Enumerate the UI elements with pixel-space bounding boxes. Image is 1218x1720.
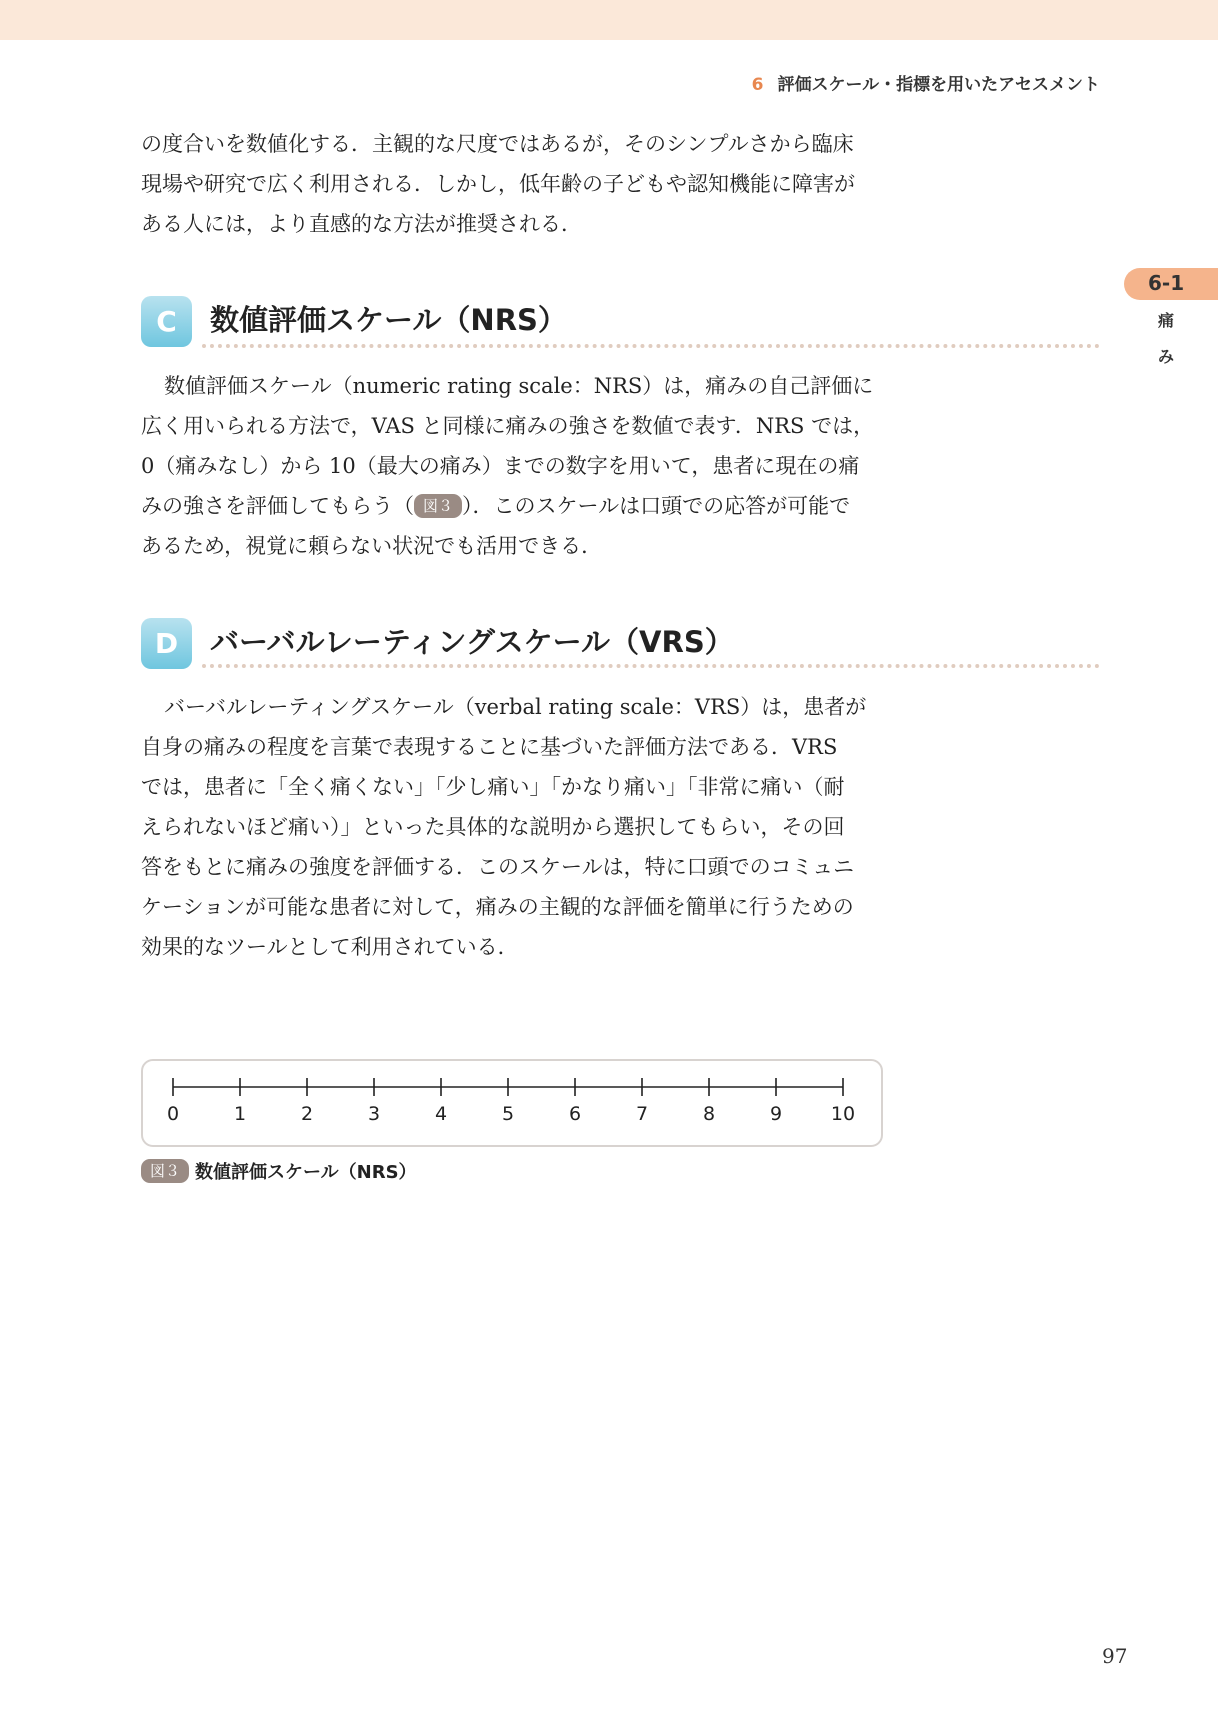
- nrs-figure-box: [141, 1059, 883, 1147]
- figure-caption-tag: 図３: [141, 1159, 189, 1183]
- scale-tick-label: 6: [568, 1103, 582, 1125]
- scale-tick-label: 4: [434, 1103, 448, 1125]
- para-line-continuation: ）．このスケールは口頭での応答が可能で: [462, 494, 851, 518]
- section-d-badge: D: [141, 618, 192, 669]
- scale-tick-label: 2: [300, 1103, 314, 1125]
- intro-line: 現場や研究で広く利用される．しかし，低年齢の子どもや認知機能に障害が: [141, 172, 855, 196]
- side-tab-code: 6-1: [1148, 271, 1185, 295]
- intro-line: の度合いを数値化する．主観的な尺度ではあるが，そのシンプルさから臨床: [141, 132, 854, 156]
- running-header: [752, 70, 1100, 95]
- para-line: 自身の痛みの程度を言葉で表現することに基づいた評価方法である．VRS: [141, 735, 838, 759]
- figure-caption: [141, 1158, 417, 1184]
- intro-line: ある人には，より直感的な方法が推奨される．: [141, 212, 582, 236]
- para-line: 数値評価スケール（numeric rating scale：NRS）は，痛みの自己評価に: [164, 374, 874, 398]
- para-line: あるため，視覚に頼らない状況でも活用できる．: [141, 534, 603, 558]
- nrs-scale-svg: [143, 1061, 881, 1145]
- section-d-title: バーバルレーティングスケール（VRS）: [210, 625, 734, 659]
- side-label-char-1: 痛: [1158, 311, 1175, 330]
- chapter-title: 評価スケール・指標を用いたアセスメント: [777, 75, 1100, 95]
- para-line: 答をもとに痛みの強度を評価する．このスケールは，特に口頭でのコミュニ: [141, 855, 855, 879]
- section-d-dotted-rule: [202, 664, 1100, 668]
- scale-tick-label: 8: [702, 1103, 716, 1125]
- section-c-badge: C: [141, 296, 192, 347]
- scale-tick-label: 1: [233, 1103, 247, 1125]
- figure-caption-text: 数値評価スケール（NRS）: [195, 1162, 417, 1183]
- para-line: では，患者に「全く痛くない」「少し痛い」「かなり痛い」「非常に痛い（耐: [141, 775, 845, 799]
- side-label-char-2: み: [1158, 347, 1175, 366]
- para-line: 0（痛みなし）から 10（最大の痛み）までの数字を用いて，患者に現在の痛: [141, 454, 860, 478]
- section-c-title: 数値評価スケール（NRS）: [210, 303, 567, 337]
- para-line: ケーションが可能な患者に対して，痛みの主観的な評価を簡単に行うための: [141, 895, 854, 919]
- page-number: 97: [1102, 1644, 1128, 1668]
- section-c-paragraph: [141, 366, 881, 566]
- scale-tick-label: 3: [367, 1103, 381, 1125]
- section-c-dotted-rule: [202, 344, 1100, 348]
- scale-tick-label: 0: [166, 1103, 180, 1125]
- scale-tick-label: 9: [769, 1103, 783, 1125]
- para-line: 効果的なツールとして利用されている．: [141, 935, 519, 959]
- para-line: バーバルレーティングスケール（verbal rating scale：VRS）は，患者が: [164, 695, 867, 719]
- chapter-number: 6: [751, 75, 764, 95]
- scale-tick-label: 10: [830, 1103, 856, 1125]
- section-d-paragraph: [141, 687, 881, 967]
- scale-tick-label: 5: [501, 1103, 515, 1125]
- intro-paragraph: [141, 124, 881, 244]
- figure-reference-badge[interactable]: 図３: [414, 494, 462, 518]
- top-band: [0, 0, 1218, 40]
- para-line: みの強さを評価してもらう（: [141, 494, 414, 518]
- para-line: えられないほど痛い）」といった具体的な説明から選択してもらい，その回: [141, 815, 845, 839]
- section-side-tab: [1124, 268, 1218, 300]
- para-line: 広く用いられる方法で，VAS と同様に痛みの強さを数値で表す．NRS では，: [141, 414, 875, 438]
- scale-tick-label: 7: [635, 1103, 649, 1125]
